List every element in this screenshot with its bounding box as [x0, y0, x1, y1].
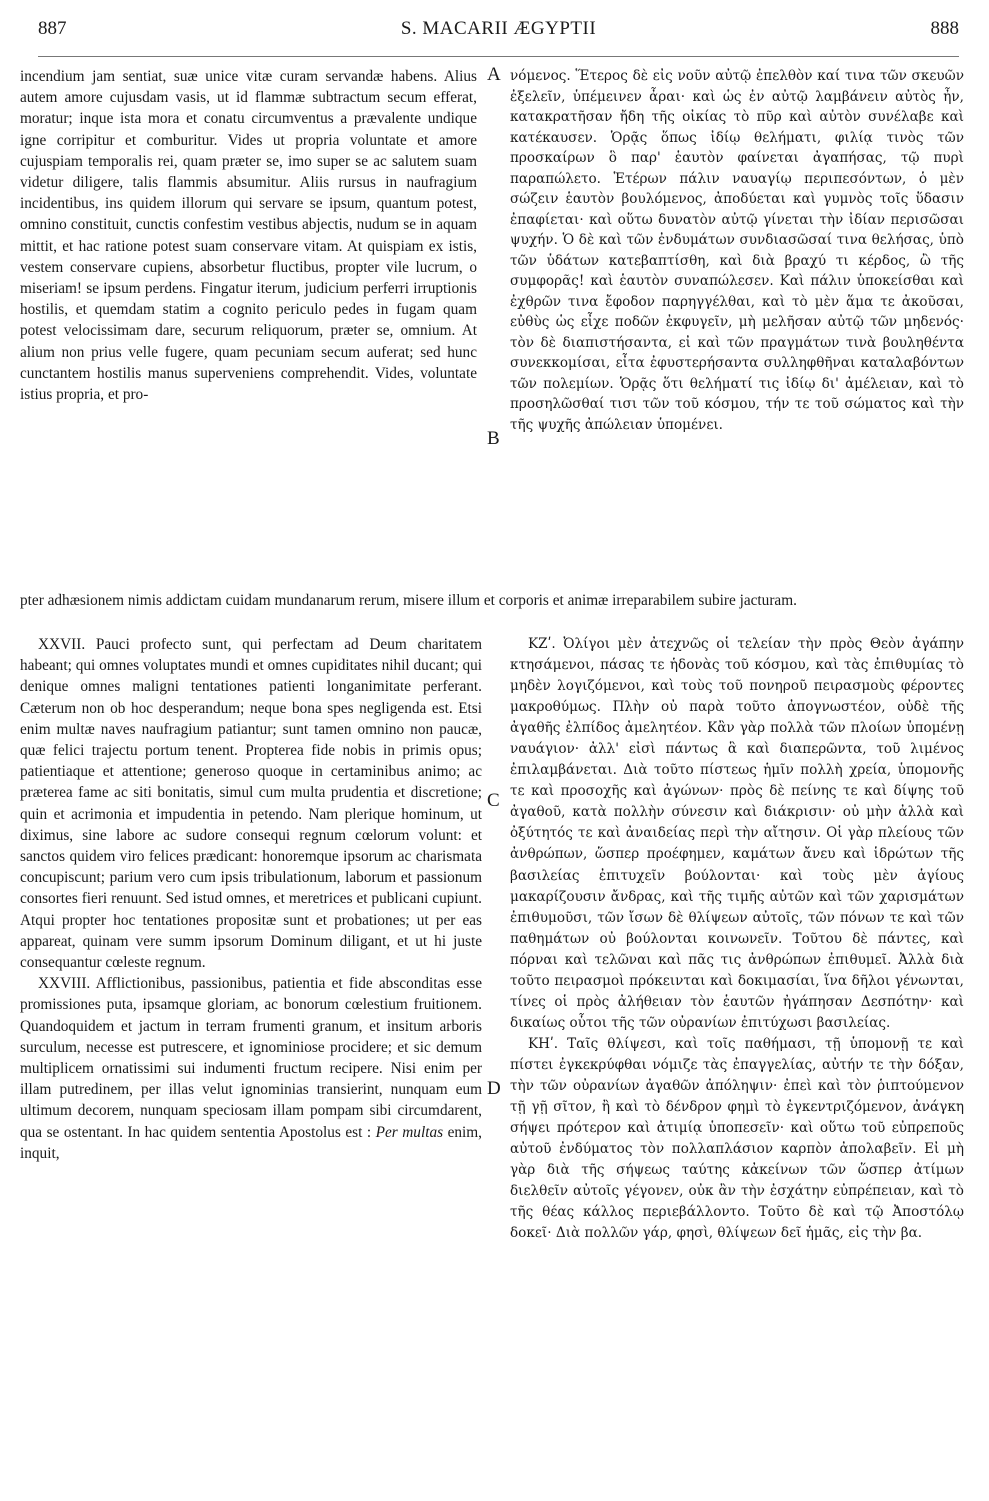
page-number-right: 888 — [930, 18, 959, 39]
latin-column-bottom — [20, 634, 482, 1164]
latin-xxviii-end: enim, inquit, — [20, 1123, 482, 1162]
page-number-left: 887 — [38, 18, 67, 39]
latin-xxviii-text: XXVIII. Afflictionibus, passionibus, patientia et fide absconditas esse promissiones puta, ipsamque gloriam, ac bonorum cœlestium fruitionem. Quandoquidem et jactum in terram frumenti granum, et insitum arboris surculum, necesse est putrescere, et ignominiose procidere; et sic demum multiplicem ornatissimi sui indumenti fructum recipere. Nisi enim per illam putredinem, per illas velut ignominias transierint, nunquam eum ultimum decorem, nunquam speciosam illam pompam sibi circumdarent, qua se ostentant. In hac quidem sententia Apostolus est : — [20, 975, 482, 1141]
margin-marker-c: C — [487, 790, 500, 811]
greek-column-bottom — [510, 634, 964, 1244]
latin-section-xxviii — [20, 973, 482, 1164]
running-header — [38, 18, 959, 44]
greek-column-top — [510, 66, 964, 435]
full-width-latin-line — [20, 590, 964, 611]
margin-marker-a: A — [487, 64, 501, 85]
latin-section-xxvii: XXVII. Pauci profecto sunt, qui perfectam ad Deum charitatem habeant; qui omnes voluptates mundi et omnes cupiditates nihil ducant; qui denique omnes maligni tentationes patienti longanimitate perferant. Cæterum non ob hoc desperandum; neque bona spes negligenda est. Etsi enim multæ naves naufragium patiantur; sunt tamen omnino non paucæ, quæ felici trajectu portum tenent. Propterea fide nobis in primis opus; patientiaque et attentione; generoso quoque in certaminibus animo; ac præterea fame ac siti bonitatis, simul cum multa prudentia et discretione; quin et acrimonia et impudentia in petendo. Nam plerique hominum, ut diximus, sine labore ac sudore consequi regnum cœlorum volunt: et sanctos quidem viro felices prædicant: honoremque ipsorum ac charismata concupiscunt; parium vero cum ipsis tribulationum, laborum et passionum consortes fieri renuunt. Sed istud omnes, et meretrices et publicani cupiunt. Atqui propter hoc tentationes propositæ sunt et probationes; ut per eas appareat, quinam vere summ ipsorum Dominum diligant, et ut hi juste consequantur cœleste regnum. — [20, 636, 482, 972]
latin-paragraph-top: incendium jam sentiat, suæ unice vitæ curam servandæ habens. Alius autem amore cujusdam vasis, ut id flammæ subtractum secum efferat, moratur; inque ista mora et conatu circumventus a prævalente undique igne corripitur et comburitur. Vides ut propria voluntate et amore cujuspiam temporalis rei, quam præter se, imo super se ac salutem suam videtur diligere, talis flammis absumitur. Aliis rursus in naufragium incidentibus, ins quidem illorum qui servare se ipsum, quantum potest, omnino constituit, cunctis confestim vestibus abjectis, nudum se in aquam mittit, et hac ratione potest suam conservare vitam. At quispiam ex istis, vestem conservare cupiens, absorbetur fluctibus, propter vile lucrum, o miseriam! se ipsum perdens. Fingatur iterum, judicium perferri irruptionis hostilis, et quemdam statim a cognito periculo pedes in fugam quam potest velocissimam dare, securum reliquorum, præter se, omnium. At alium non prius velle fugere, quam pecuniam secum auferat; sed hunc cunctantem hostilis manus superveniens comprehendit. Vides, voluntate istius propria, et pro- — [20, 68, 477, 404]
running-title: S. MACARII ÆGYPTII — [400, 18, 597, 39]
greek-section-kz: ΚΖʹ. Ὀλίγοι μὲν ἀτεχνῶς οἱ τελείαν τὴν πρὸς Θεὸν ἀγάπην κτησάμενοι, πάσας τε ἡδονὰς τοῦ κόσμου, καὶ τὰς ἐπιθυμίας τὸ μηδὲν λογιζόμενοι, καὶ τοὺς τοῦ πονηροῦ πειρασμοὺς φέροντες μακροθύμως. Πλὴν οὐ παρὰ τοῦτο ἀπογνωστέον, οὐδὲ τῆς ἀγαθῆς ἐλπίδος ἀμελητέον. Κἂν γὰρ πολλὰ τῶν πλοίων ὑπομένῃ ναυάγιον· ἀλλ' εἰσὶ πάντως ἃ καὶ διαπερῶντα, τοῦ λιμένος ἐπιλαμβάνεται. Διὰ τοῦτο πίστεως ἡμῖν πολλὴ χρεία, ὑπομονῆς τε καὶ προσοχῆς καὶ ἀγώνων· πρὸς δὲ πείνης τε καὶ δίψης τοῦ ἀγαθοῦ, κατὰ πολλὴν σύνεσιν καὶ διάκρισιν· οὐ μὴν ἀλλὰ καὶ ὀξύτητός τε καὶ ἀναιδείας περὶ τὴν αἴτησιν. Οἱ γὰρ πλείους τῶν ἀνθρώπων, ὥσπερ προέφημεν, καμάτων ἄνευ καὶ ἱδρώτων τῆς βασιλείας ἐπιτυχεῖν βούλονται· καὶ τοὺς μὲν ἁγίους μακαρίζουσιν ἄνδρας, καὶ τῆς τιμῆς αὐτῶν καὶ τῶν χαρισμάτων ἐπιθυμοῦσι, τῶν ἴσων δὲ θλίψεων αὐτοῖς, τῶν πόνων τε καὶ τῶν παθημάτων οὐ βούλονται κοινωνεῖν. Τοῦτου δὲ πάντες, καὶ πόρναι καὶ τελῶναι καὶ πᾶς τις ἀνθρώπων ἐπιθυμεῖ. Ἀλλὰ διὰ τοῦτο πειρασμοὶ πρόκεινται καὶ δοκιμασίαι, ἵνα δῆλοι γένωνται, τίνες οἱ πρὸς ἀλήθειαν τὸν ἑαυτῶν ἠγάπησαν Δεσπότην· καὶ δικαίως οὗτοι τῆς τῶν οὐρανίων ἐπιτύχωσι βασιλείας. — [510, 636, 964, 1031]
greek-paragraph-top: νόμενος. Ἕτερος δὲ εἰς νοῦν αὐτῷ ἐπελθὸν καί τινα τῶν σκευῶν ἐξελεῖν, ὑπέμεινεν ἆραι· καὶ ὡς ἐν αὐτῷ λαμβάνειν αὐτὸς ἦν, κατακρατῆσαν ἤδη τῆς οἰκίας τὸ πῦρ καὶ αὐτὸν συνέλαβε καὶ κατέκαυσεν. Ὁρᾷς ὅπως ἰδίῳ θελήματι, φιλίᾳ τινὸς τῶν προσκαίρων ὃ παρ' ἑαυτὸν φαίνεται ἀγαπήσας, τῷ πυρὶ παραπώλετο. Ἑτέρων πάλιν ναυαγίῳ περιπεσόντων, ὁ μὲν σώζειν ἑαυτὸν βουλόμενος, ἀποδύεται καὶ γυμνὸς τοῖς ὕδασιν ἐπαφίεται· καὶ οὕτω δυνατὸν αὐτῷ γίνεται τὴν ἰδίαν περισῶσαι ψυχήν. Ὁ δὲ καὶ τῶν ἐνδυμάτων συνδιασῶσαί τινα θελήσας, ὑπὸ τῶν ὑδάτων κατεβαπτίσθη, καὶ διὰ βραχύ τι κέρδος, ὢ τῆς συμφορᾶς! καὶ ἑαυτὸν συναπώλεσεν. Καὶ πάλιν ὑποκείσθαι καὶ ἐχθρῶν τινα ἔφοδον παρηγγέλθαι, καὶ τὸ μὲν ἅμα τε ἀκοῦσαι, εὐθὺς ὡς εἶχε ποδῶν ἐκφυγεῖν, μὴ μελῆσαν αὐτῷ τῶν μηδενός· τὸν δὲ διαπιστήσαντα, εἰ καὶ τῶν πραγμάτων τινὰ βουληθέντα συνεκκομίσαι, εἶτα ἐφυστερήσαντα συλληφθῆναι καταλαβόντων τῶν πολεμίων. Ὁρᾷς ὅτι θελήματί τις ἰδίῳ δι' ἀμέλειαν, καὶ τὸ προσηλῶσθαί τισι τῶν τοῦ κόσμου, τήν τε τοῦ σώματος καὶ τὴν τῆς ψυχῆς ἀπώλειαν ὑπομένει. — [510, 68, 964, 433]
latin-xxviii-italic: Per multas — [375, 1123, 444, 1141]
greek-section-kh: ΚΗʹ. Ταῖς θλίψεσι, καὶ τοῖς παθήμασι, τῇ ὑπομονῇ τε καὶ πίστει ἐγκεκρύφθαι νόμιζε τὰς ἐπαγγελίας, αὐτήν τε τὴν δόξαν, τὴν τῶν οὐρανίων ἀγαθῶν ἀπόληψιν· ἐπεὶ καὶ τὸν ῥιπτούμενον τῇ γῇ σῖτον, ἢ καὶ τὸ δένδρον φημὶ τὸ ἐγκεντριζόμενον, ἀνάγκη σήψει πρότερον καὶ ἀτιμίᾳ ὑποπεσεῖν· καὶ οὕτω τοῦ εὐπρεποῦς αὐτοῦ ἐνδύματος τὸν πολλαπλάσιον καρπὸν ἀπολαβεῖν. Εἰ μὴ γὰρ διὰ τῆς σήψεως ταύτης κἀκείνων τῶν ὥσπερ ἀτίμων διελθεῖν αὐτοῖς γέγονεν, οὐκ ἂν τὴν ἐσχάτην εὐπρέπειαν, καὶ τὸ τῆς θέας κάλλος περιεβάλλοντο. Τοῦτο δὲ καὶ τῷ Ἀποστόλῳ δοκεῖ· Διὰ πολλῶν γάρ, φησὶ, θλίψεων δεῖ ἡμᾶς, εἰς τὴν βα. — [510, 1035, 964, 1242]
header-rule — [38, 56, 959, 57]
margin-marker-d: D — [487, 1078, 501, 1099]
full-width-paragraph: pter adhæsionem nimis addictam cuidam mundanarum rerum, misere illum et corporis et animæ irreparabilem subire jacturam. — [20, 592, 797, 609]
margin-marker-b: B — [487, 428, 500, 449]
latin-column-top — [20, 66, 477, 405]
